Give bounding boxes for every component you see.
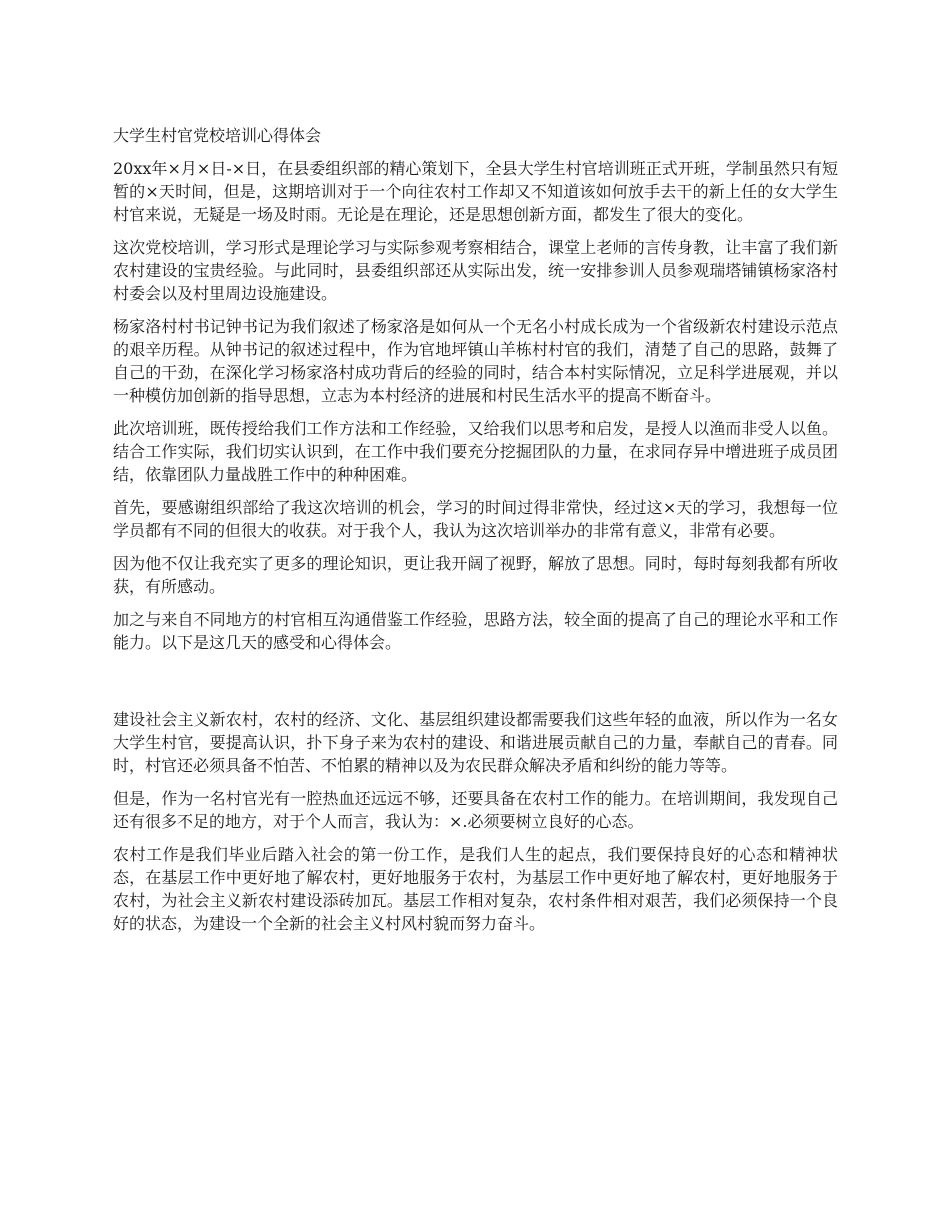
paragraph-7: 加之与来自不同地方的村官相互沟通借鉴工作经验，思路方法，较全面的提高了自己的理论水平和工作能力。以下是这几天的感受和心得体会。	[113, 610, 838, 652]
paragraph-6: 因为他不仅让我充实了更多的理论知识，更让我开阔了视野，解放了思想。同时，每时每刻我都有所收获，有所感动。	[113, 554, 838, 596]
paragraph-1: 20xx年×月×日-×日，在县委组织部的精心策划下，全县大学生村官培训班正式开班，学制虽然只有短暂的×天时间，但是，这期培训对于一个向往农村工作却又不知道该如何放手去干的新上任的女大学生村官来说，无疑是一场及时雨。无论是在理论，还是思想创新方面，都发生了很大的变化。	[113, 159, 838, 224]
paragraph-2: 这次党校培训，学习形式是理论学习与实际参观考察相结合，课堂上老师的言传身教，让丰富了我们新农村建设的宝贵经验。与此同时，县委组织部还从实际出发，统一安排参训人员参观瑞塔铺镇杨家洛村村委会以及村里周边设施建设。	[113, 238, 838, 303]
paragraph-8: 建设社会主义新农村，农村的经济、文化、基层组织建设都需要我们这些年轻的血液，所以作为一名女大学生村官，要提高认识，扑下身子来为农村的建设、和谐进展贡献自己的力量，奉献自己的青春。同时，村官还必须具备不怕苦、不怕累的精神以及为农民群众解决矛盾和纠纷的能力等等。	[113, 710, 838, 775]
document-page	[113, 124, 838, 945]
paragraph-9: 但是，作为一名村官光有一腔热血还远远不够，还要具备在农村工作的能力。在培训期间，我发现自己还有很多不足的地方，对于个人而言，我认为：×.必须要树立良好的心态。	[113, 789, 838, 831]
section-gap	[113, 664, 838, 708]
paragraph-10: 农村工作是我们毕业后踏入社会的第一份工作，是我们人生的起点，我们要保持良好的心态和精神状态，在基层工作中更好地了解农村，更好地服务于农村，为基层工作中更好地了解农村，更好地服务于农村，为社会主义新农村建设添砖加瓦。基层工作相对复杂，农村条件相对艰苦，我们必须保持一个良好的状态，为建设一个全新的社会主义村风村貌而努力奋斗。	[113, 845, 838, 933]
document-title: 大学生村官党校培训心得体会	[113, 126, 322, 145]
paragraph-3: 杨家洛村村书记钟书记为我们叙述了杨家洛是如何从一个无名小村成长成为一个省级新农村建设示范点的艰辛历程。从钟书记的叙述过程中，作为官地坪镇山羊栋村村官的我们，清楚了自己的思路，鼓舞了自己的干劲，在深化学习杨家洛村成功背后的经验的同时，结合本村实际情况，立足科学进展观，并以一种模仿加创新的指导思想，立志为本村经济的进展和村民生活水平的提高不断奋斗。	[113, 317, 838, 405]
paragraph-5: 首先，要感谢组织部给了我这次培训的机会，学习的时间过得非常快，经过这×天的学习，我想每一位学员都有不同的但很大的收获。对于我个人，我认为这次培训举办的非常有意义，非常有必要。	[113, 498, 838, 540]
paragraph-4: 此次培训班，既传授给我们工作方法和工作经验，又给我们以思考和启发，是授人以渔而非受人以鱼。结合工作实际，我们切实认识到，在工作中我们要充分挖掘团队的力量，在求同存异中增进班子成员团结，依靠团队力量战胜工作中的种种困难。	[113, 419, 838, 484]
